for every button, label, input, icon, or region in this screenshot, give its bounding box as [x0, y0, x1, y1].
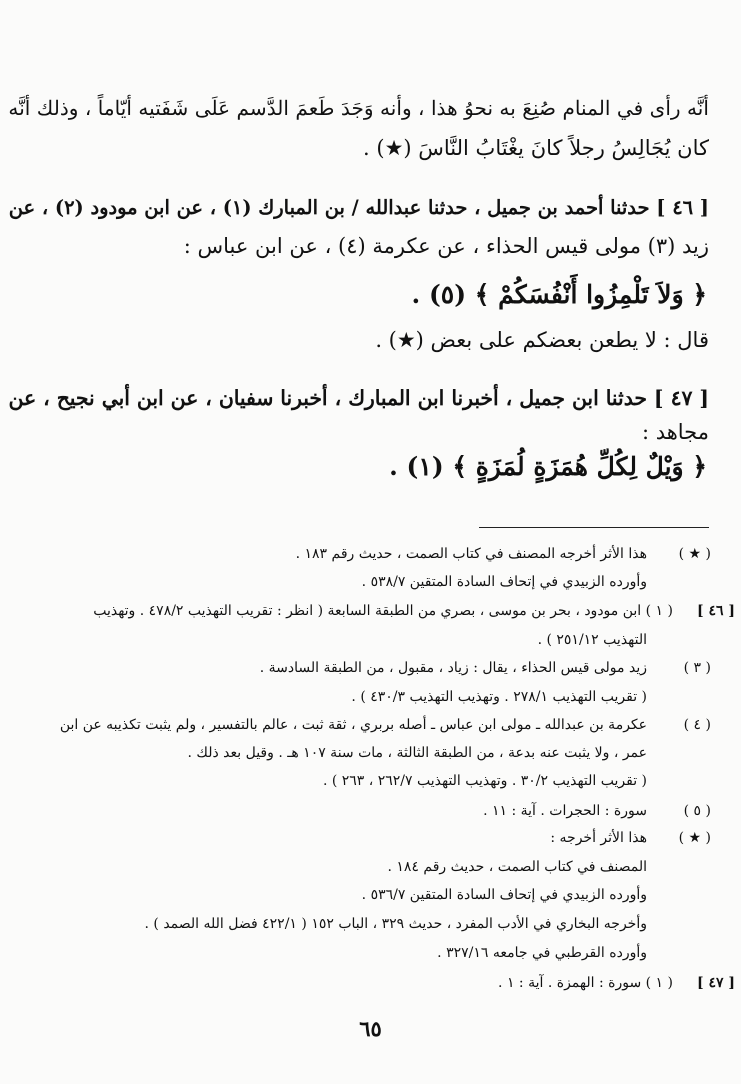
footnote-star-2-line-2: المصنف في كتاب الصمت ، حديث رقم ١٨٤ . — [387, 859, 647, 875]
footnote-3-line-1: زيد مولى قيس الحذاء ، يقال : زياد ، مقبول ، من الطبقة السادسة . — [259, 660, 647, 676]
footnote-marker-star-2: ( ★ ) — [678, 830, 711, 846]
hadith-46-saying: قال : لا يطعن بعضكم على بعض (★) . — [375, 328, 709, 352]
p1-line-2: كان يُجَالِسُ رجلاً كانَ يغْتَابُ النَّاسَ (★) . — [363, 136, 709, 160]
verse-47: ﴿ وَيْلٌ لِكُلِّ هُمَزَةٍ لُمَزَةٍ ﴾ (١) . — [389, 452, 707, 481]
p1-line-1: أنَّه رأى في المنام صُنِعَ به نحوُ هذا ، وأنه وَجَدَ طَعمَ الدَّسم عَلَى شَفَتيه أيّاماً ، وذلك أنَّه — [8, 96, 709, 120]
hadith-47-line-2: مجاهد : — [641, 420, 709, 444]
hadith-46-line-2: زيد (٣) مولى قيس الحذاء ، عن عكرمة (٤) ، عن ابن عباس : — [183, 234, 709, 258]
footnote-4-line-3: ( تقريب التهذيب ٣٠/٢ . وتهذيب التهذيب ٢٦٢/٧ ، ٢٦٣ ) . — [322, 773, 647, 789]
footnote-marker-5: ( ٥ ) — [683, 803, 711, 819]
footnote-4-line-1: عكرمة بن عبدالله ـ مولى ابن عباس ـ أصله بربري ، ثقة ثبت ، عالم بالتفسير ، ولم يثبت تكذيبه عن ابن — [59, 717, 647, 733]
page-number: ٦٥ — [359, 1016, 382, 1041]
footnote-separator — [479, 527, 709, 528]
footnote-group-46: [ ٤٦ ] — [696, 603, 735, 619]
footnote-3-line-2: ( تقريب التهذيب ٢٧٨/١ . وتهذيب التهذيب ٤٣٠/٣ ) . — [351, 689, 647, 705]
footnote-46-1-line-2: التهذيب ٢٥١/١٢ ) . — [537, 632, 647, 648]
footnote-star-1-line-2: وأورده الزبيدي في إتحاف السادة المتقين ٥٣٨/٧ . — [361, 574, 647, 590]
footnote-marker-star-1: ( ★ ) — [678, 546, 711, 562]
footnote-marker-4: ( ٤ ) — [683, 717, 711, 733]
footnote-marker-3: ( ٣ ) — [683, 660, 711, 676]
footnote-star-2-line-4: وأخرجه البخاري في الأدب المفرد ، حديث ٣٢٩ ، الباب ١٥٢ ( ٤٢٢/١ فضل الله الصمد ) . — [144, 916, 647, 932]
footnote-star-2-line-5: وأورده القرطبي في جامعه ٣٢٧/١٦ . — [437, 945, 647, 961]
footnote-star-2-line-1: هذا الأثر أخرجه : — [550, 830, 647, 846]
footnote-5-line-1: سورة : الحجرات . آية : ١١ . — [483, 803, 647, 819]
footnote-star-2-line-3: وأورده الزبيدي في إتحاف السادة المتقين ٥٣٦/٧ . — [361, 887, 647, 903]
hadith-47-line-1: [ ٤٧ ] حدثنا ابن جميل ، أخبرنا ابن المبارك ، أخبرنا سفيان ، عن ابن أبي نجيح ، عن — [8, 386, 709, 410]
footnote-46-1-line-1: ( ١ ) ابن مودود ، بحر بن موسى ، بصري من الطبقة السابعة ( انظر : تقريب التهذيب ٤٧٨/٢ . وتهذيب — [93, 603, 673, 619]
footnote-4-line-2: عمر ، ولا يثبت عنه بدعة ، من الطبقة الثالثة ، مات سنة ١٠٧ هـ . وقيل بعد ذلك . — [187, 745, 647, 761]
verse-46: ﴿ وَلاَ تَلْمِزُوا أَنْفُسَكُمْ ﴾ (٥) . — [411, 280, 707, 309]
footnote-47-1-line-1: ( ١ ) سورة : الهمزة . آية : ١ . — [498, 975, 673, 991]
footnote-group-47: [ ٤٧ ] — [696, 975, 735, 991]
hadith-46-line-1: [ ٤٦ ] حدثنا أحمد بن جميل ، حدثنا عبدالله / بن المبارك (١) ، عن ابن مودود (٢) ، عن — [8, 196, 709, 219]
footnote-star-1-line-1: هذا الأثر أخرجه المصنف في كتاب الصمت ، حديث رقم ١٨٣ . — [295, 546, 647, 562]
